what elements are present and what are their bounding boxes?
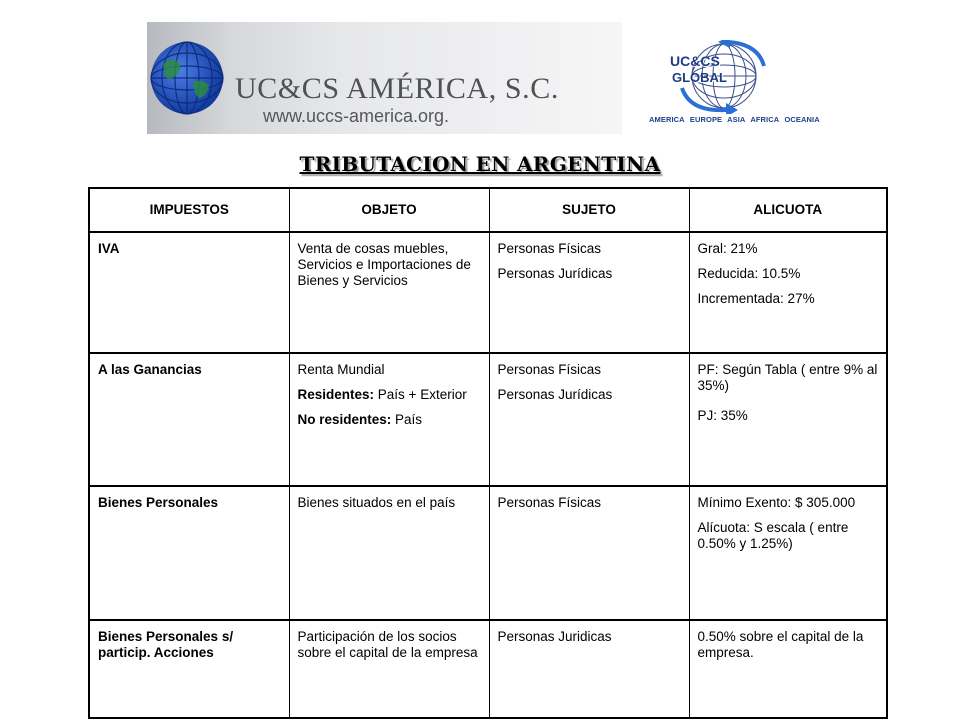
objeto-cell (289, 353, 489, 486)
no-residentes-label: No residentes: (297, 412, 392, 427)
alicuota-cell (689, 620, 887, 718)
objeto-cell (289, 232, 489, 353)
table-row (89, 620, 887, 718)
uccs-america-logo (147, 22, 622, 134)
alicuota-text: 0.50% sobre el capital de la empresa. (697, 629, 864, 660)
residentes-value: País + Exterior (377, 387, 467, 402)
sujeto-cell (489, 353, 689, 486)
table-row (89, 486, 887, 620)
alicuota-text: Gral: 21% (697, 241, 758, 256)
alicuota-cell (689, 353, 887, 486)
alicuota-text: Alícuota: S escala ( entre 0.50% y 1.25%) (697, 520, 849, 551)
sujeto-text: Personas Juridicas (497, 629, 612, 644)
impuesto-cell: A las Ganancias (89, 353, 289, 486)
sujeto-text: Personas Físicas (497, 495, 602, 510)
header-sujeto: SUJETO (489, 188, 689, 232)
alicuota-text: Mínimo Exento: $ 305.000 (697, 495, 856, 510)
region-label: OCEANIA (784, 115, 820, 124)
global-logo-line1: UC&CS (670, 53, 720, 69)
impuesto-cell: Bienes Personales (89, 486, 289, 620)
alicuota-cell (689, 232, 887, 353)
region-label: ASIA (727, 115, 746, 124)
sujeto-text: Personas Físicas (497, 241, 602, 256)
region-label: EUROPE (689, 115, 723, 124)
tax-table (88, 187, 888, 719)
alicuota-text: PF: Según Tabla ( entre 9% al 35%) (697, 362, 878, 393)
uccs-global-logo (646, 40, 820, 126)
header-alicuota: ALICUOTA (689, 188, 887, 232)
company-name: UC&CS AMÉRICA, S.C. (235, 72, 559, 105)
objeto-cell (289, 620, 489, 718)
region-label: AFRICA (750, 115, 780, 124)
alicuota-text: Incrementada: 27% (697, 291, 815, 306)
impuesto-cell: Bienes Personales s/ particip. Acciones (89, 620, 289, 718)
alicuota-cell (689, 486, 887, 620)
no-residentes-value: País (395, 412, 423, 427)
objeto-text: Participación de los socios sobre el capital de la empresa (297, 629, 478, 660)
objeto-text (298, 412, 481, 428)
table-row (89, 232, 887, 353)
objeto-text: Renta Mundial (297, 362, 385, 377)
region-label: AMERICA (649, 115, 685, 124)
globe-icon (147, 22, 225, 134)
objeto-cell (289, 486, 489, 620)
company-url: www.uccs-america.org. (263, 106, 450, 126)
objeto-text: Venta de cosas muebles, Servicios e Importaciones de Bienes y Servicios (297, 241, 471, 288)
impuesto-cell: IVA (89, 232, 289, 353)
page-title: TRIBUTACION EN ARGENTINA (299, 152, 661, 176)
global-logo-line2: GLOBAL (672, 70, 727, 85)
header-impuestos: IMPUESTOS (89, 188, 289, 232)
objeto-text (298, 387, 481, 403)
residentes-label: Residentes: (297, 387, 375, 402)
global-regions (649, 115, 823, 124)
table-header-row (89, 188, 887, 232)
objeto-text: Bienes situados en el país (297, 495, 456, 510)
header-objeto: OBJETO (289, 188, 489, 232)
sujeto-cell (489, 620, 689, 718)
sujeto-text: Personas Jurídicas (497, 266, 613, 281)
sujeto-text: Personas Jurídicas (497, 387, 613, 402)
sujeto-cell (489, 486, 689, 620)
table-row (89, 353, 887, 486)
sujeto-cell (489, 232, 689, 353)
alicuota-text: Reducida: 10.5% (697, 266, 801, 281)
alicuota-text: PJ: 35% (697, 408, 748, 423)
sujeto-text: Personas Físicas (497, 362, 602, 377)
